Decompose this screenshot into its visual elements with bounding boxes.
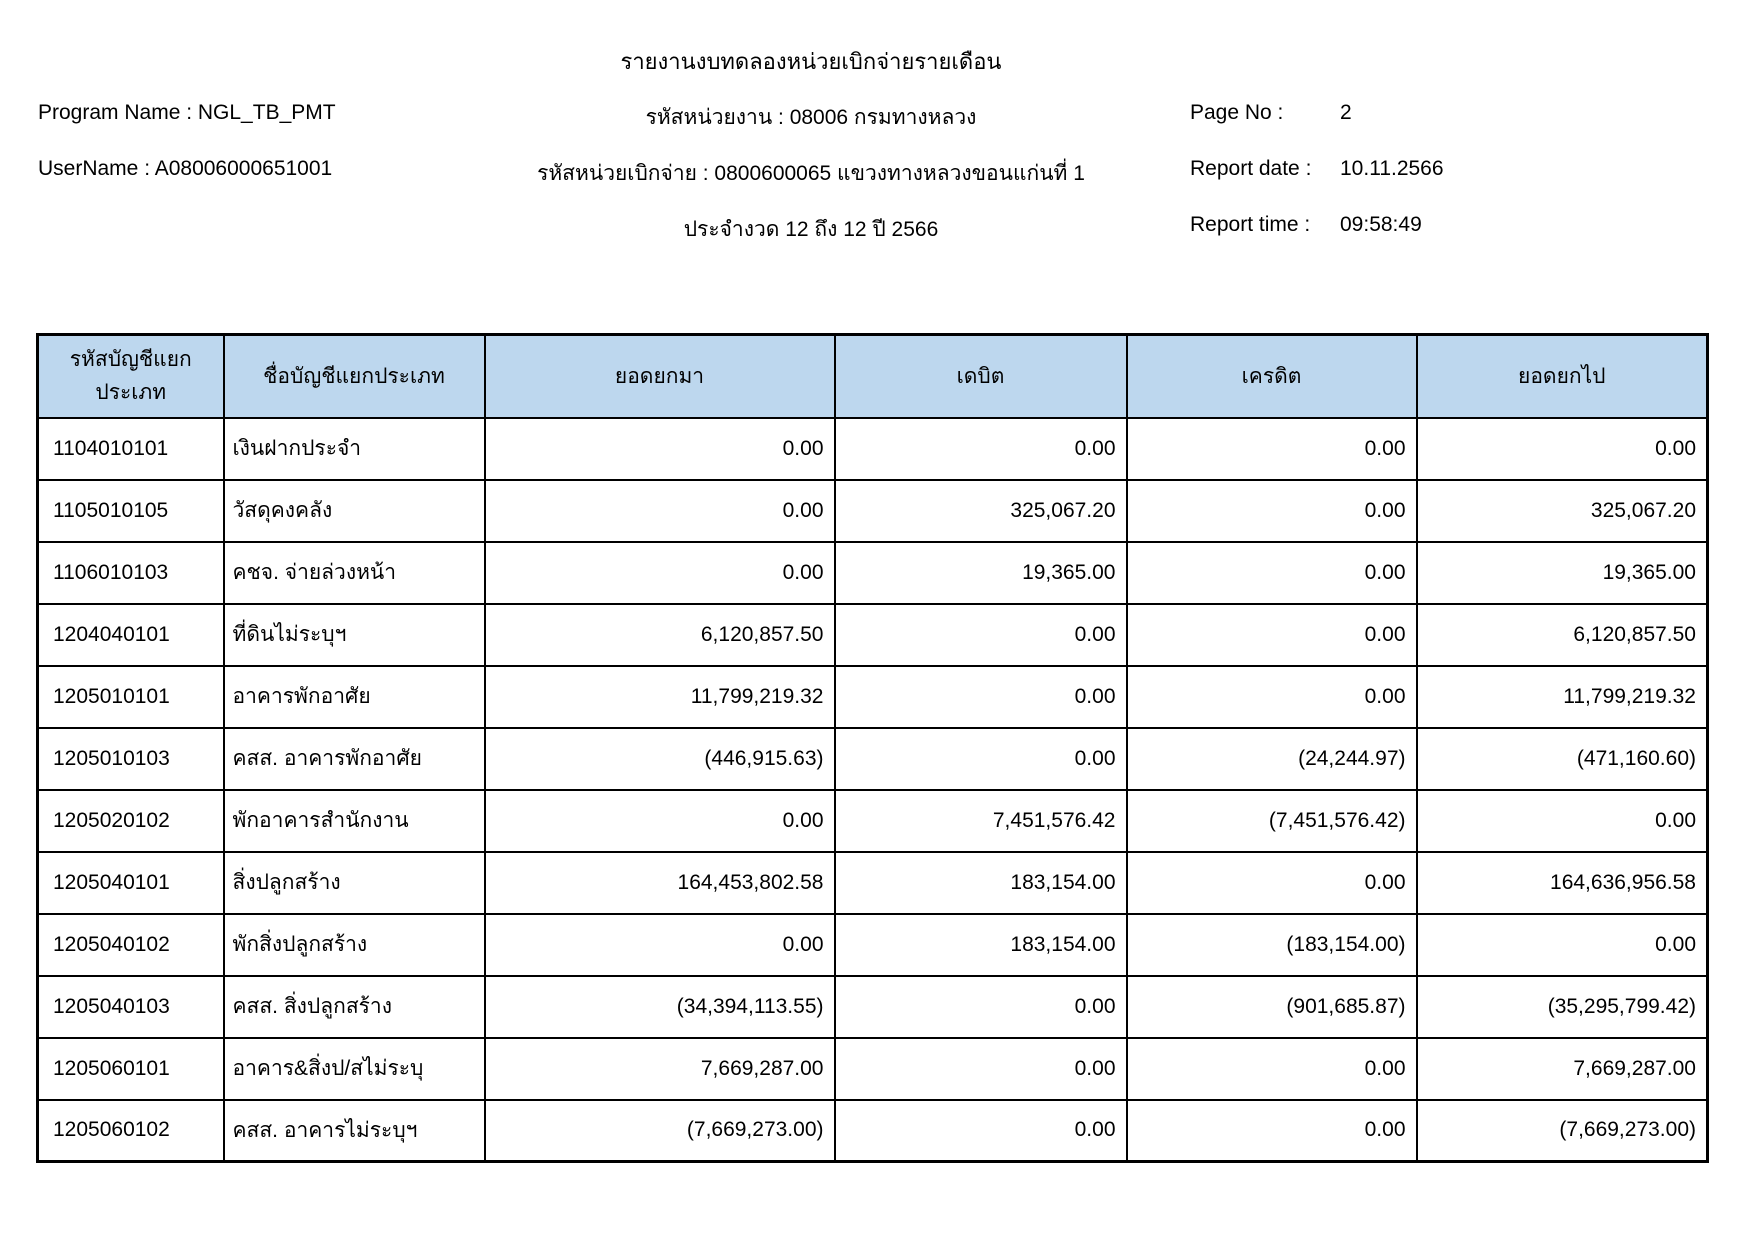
debit-cell: 0.00: [835, 1038, 1127, 1100]
table-row: [38, 976, 1708, 1038]
account-code-cell: 1205040101: [38, 852, 224, 914]
carry-forward-cell: 0.00: [485, 914, 835, 976]
account-name-cell: คสส. สิ่งปลูกสร้าง: [224, 976, 485, 1038]
carry-forward-cell: 7,669,287.00: [485, 1038, 835, 1100]
account-name-cell: เงินฝากประจำ: [224, 418, 485, 480]
carry-forward-cell: (446,915.63): [485, 728, 835, 790]
balance-cell: 6,120,857.50: [1417, 604, 1708, 666]
username-line: UserName : A08006000651001: [38, 157, 333, 180]
balance-cell: 7,669,287.00: [1417, 1038, 1708, 1100]
account-name-cell: อาคาร&สิ่งป/สไม่ระบุ: [224, 1038, 485, 1100]
column-header-balance: ยอดยกไป: [1417, 335, 1708, 418]
debit-cell: 183,154.00: [835, 914, 1127, 976]
table-row: [38, 542, 1708, 604]
trial-balance-table: [36, 333, 1709, 1163]
debit-cell: 183,154.00: [835, 852, 1127, 914]
debit-cell: 0.00: [835, 976, 1127, 1038]
balance-cell: 0.00: [1417, 914, 1708, 976]
agency-code-line: รหัสหน่วยงาน : 08006 กรมทางหลวง: [645, 106, 977, 129]
table-row: [38, 1100, 1708, 1162]
credit-cell: (7,451,576.42): [1127, 790, 1417, 852]
report-time-label: Report time :: [1190, 213, 1311, 236]
carry-forward-cell: (7,669,273.00): [485, 1100, 835, 1162]
program-name-line: Program Name : NGL_TB_PMT: [38, 101, 336, 124]
table-row: [38, 418, 1708, 480]
report-date-label: Report date :: [1190, 157, 1312, 180]
disbursing-unit-line: รหัสหน่วยเบิกจ่าย : 0800600065 แขวงทางหลวงขอนแก่นที่ 1: [537, 162, 1085, 185]
table-row: [38, 480, 1708, 542]
account-code-cell: 1204040101: [38, 604, 224, 666]
account-name-cell: สิ่งปลูกสร้าง: [224, 852, 485, 914]
balance-cell: (35,295,799.42): [1417, 976, 1708, 1038]
debit-cell: 0.00: [835, 666, 1127, 728]
debit-cell: 0.00: [835, 728, 1127, 790]
carry-forward-cell: 0.00: [485, 542, 835, 604]
balance-cell: (7,669,273.00): [1417, 1100, 1708, 1162]
account-name-cell: อาคารพักอาศัย: [224, 666, 485, 728]
balance-cell: (471,160.60): [1417, 728, 1708, 790]
credit-cell: 0.00: [1127, 418, 1417, 480]
credit-cell: 0.00: [1127, 542, 1417, 604]
carry-forward-cell: 164,453,802.58: [485, 852, 835, 914]
debit-cell: 0.00: [835, 604, 1127, 666]
balance-cell: 19,365.00: [1417, 542, 1708, 604]
account-code-cell: 1104010101: [38, 418, 224, 480]
account-name-cell: พักอาคารสำนักงาน: [224, 790, 485, 852]
balance-cell: 11,799,219.32: [1417, 666, 1708, 728]
column-header-account-name: ชื่อบัญชีแยกประเภท: [224, 335, 485, 418]
column-header-debit: เดบิต: [835, 335, 1127, 418]
account-name-cell: ที่ดินไม่ระบุฯ: [224, 604, 485, 666]
table-row: [38, 790, 1708, 852]
table-header-row: [38, 335, 1708, 418]
balance-cell: 0.00: [1417, 790, 1708, 852]
column-header-carry-forward: ยอดยกมา: [485, 335, 835, 418]
account-code-cell: 1105010105: [38, 480, 224, 542]
credit-cell: 0.00: [1127, 480, 1417, 542]
carry-forward-cell: 0.00: [485, 790, 835, 852]
account-name-cell: คสส. อาคารพักอาศัย: [224, 728, 485, 790]
carry-forward-cell: 11,799,219.32: [485, 666, 835, 728]
period-line: ประจำงวด 12 ถึง 12 ปี 2566: [683, 218, 939, 241]
credit-cell: (901,685.87): [1127, 976, 1417, 1038]
account-code-cell: 1205020102: [38, 790, 224, 852]
carry-forward-cell: 0.00: [485, 418, 835, 480]
report-title: รายงานงบทดลองหน่วยเบิกจ่ายรายเดือน: [620, 49, 1002, 74]
debit-cell: 19,365.00: [835, 542, 1127, 604]
debit-cell: 0.00: [835, 418, 1127, 480]
credit-cell: 0.00: [1127, 852, 1417, 914]
report-date-value: 10.11.2566: [1340, 157, 1444, 180]
credit-cell: 0.00: [1127, 1038, 1417, 1100]
table-row: [38, 666, 1708, 728]
account-code-cell: 1205010101: [38, 666, 224, 728]
debit-cell: 7,451,576.42: [835, 790, 1127, 852]
report-time-value: 09:58:49: [1340, 213, 1422, 236]
account-name-cell: คสส. อาคารไม่ระบุฯ: [224, 1100, 485, 1162]
account-name-cell: วัสดุคงคลัง: [224, 480, 485, 542]
balance-cell: 0.00: [1417, 418, 1708, 480]
balance-cell: 164,636,956.58: [1417, 852, 1708, 914]
account-code-cell: 1205060102: [38, 1100, 224, 1162]
table-row: [38, 914, 1708, 976]
account-name-cell: พักสิ่งปลูกสร้าง: [224, 914, 485, 976]
table-row: [38, 604, 1708, 666]
account-code-cell: 1205060101: [38, 1038, 224, 1100]
credit-cell: 0.00: [1127, 604, 1417, 666]
carry-forward-cell: 6,120,857.50: [485, 604, 835, 666]
table-row: [38, 1038, 1708, 1100]
debit-cell: 325,067.20: [835, 480, 1127, 542]
account-code-cell: 1106010103: [38, 542, 224, 604]
table-body: [38, 418, 1708, 1162]
carry-forward-cell: 0.00: [485, 480, 835, 542]
account-name-cell: คชจ. จ่ายล่วงหน้า: [224, 542, 485, 604]
carry-forward-cell: (34,394,113.55): [485, 976, 835, 1038]
page-no-label: Page No :: [1190, 101, 1284, 124]
credit-cell: 0.00: [1127, 1100, 1417, 1162]
credit-cell: (183,154.00): [1127, 914, 1417, 976]
debit-cell: 0.00: [835, 1100, 1127, 1162]
credit-cell: 0.00: [1127, 666, 1417, 728]
account-code-cell: 1205040103: [38, 976, 224, 1038]
account-code-cell: 1205010103: [38, 728, 224, 790]
account-code-cell: 1205040102: [38, 914, 224, 976]
credit-cell: (24,244.97): [1127, 728, 1417, 790]
column-header-credit: เครดิต: [1127, 335, 1417, 418]
table-row: [38, 852, 1708, 914]
column-header-account-code: รหัสบัญชีแยกประเภท: [38, 335, 224, 418]
page-no-value: 2: [1340, 101, 1352, 124]
balance-cell: 325,067.20: [1417, 480, 1708, 542]
table-row: [38, 728, 1708, 790]
